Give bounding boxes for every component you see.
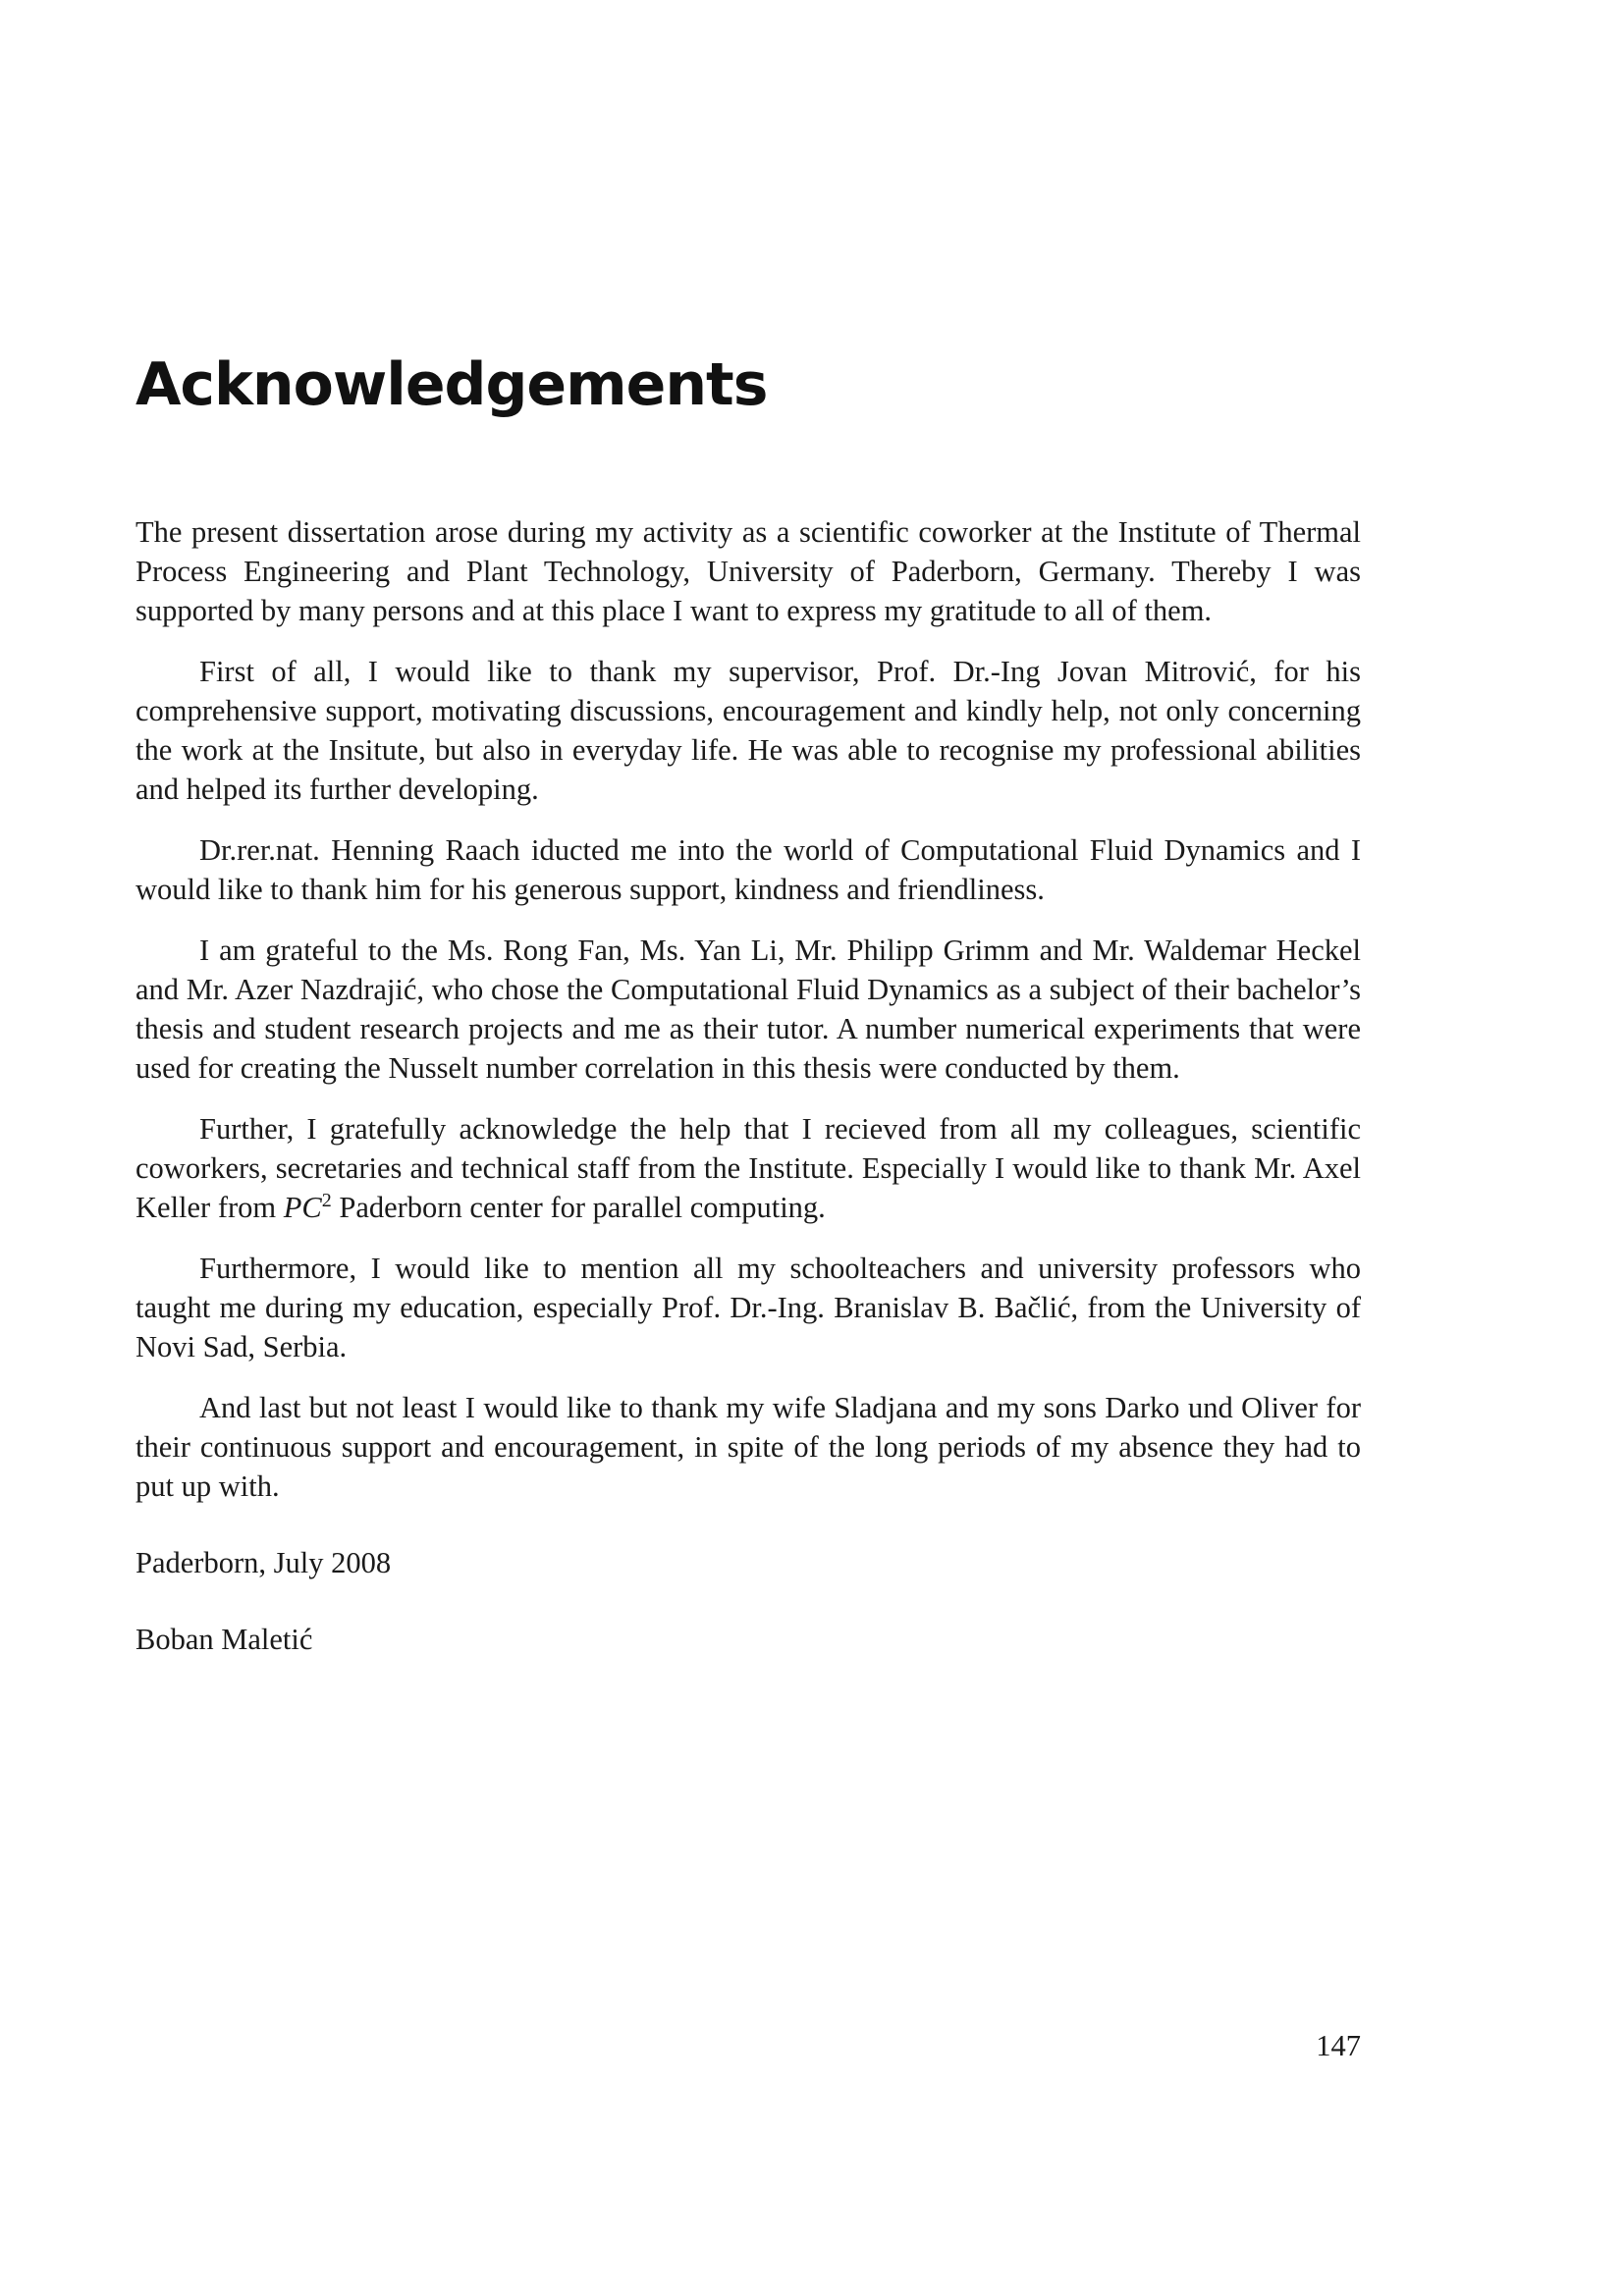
paragraph-colleagues-tail: Paderborn center for parallel computing.: [331, 1191, 826, 1224]
body-text: [135, 512, 1361, 1696]
math-pc-superscript: 2: [321, 1189, 332, 1211]
chapter-title: Acknowledgements: [135, 350, 768, 419]
math-pc-symbol: [284, 1191, 332, 1224]
math-pc-base: PC: [283, 1191, 322, 1224]
closing-place-date: Paderborn, July 2008: [135, 1546, 392, 1579]
closing-author: Boban Maletić: [135, 1623, 313, 1656]
paragraph-intro: The present dissertation arose during my activity as a scientific coworker at the Institute of Thermal Process Engineering and Plant Technology, University of Paderborn, Germany. Thereby I was supported by many persons and at this place I want to express my gratitude to all of them.: [135, 515, 1361, 627]
paragraph-family: And last but not least I would like to thank my wife Sladjana and my sons Darko und Oliver for their continuous support and encouragement, in spite of the long periods of my absence they had to put up with.: [135, 1391, 1361, 1503]
page-number: 147: [1316, 2029, 1361, 2062]
paragraph-students: I am grateful to the Ms. Rong Fan, Ms. Yan Li, Mr. Philipp Grimm and Mr. Waldemar Heckel and Mr. Azer Nazdrajić, who chose the Computational Fluid Dynamics as a subject of their bachelor’s thesis and student research projects and me as their tutor. A number numerical experiments that were used for creating the Nusselt number correlation in this thesis were conducted by them.: [135, 934, 1361, 1085]
paragraph-supervisor: First of all, I would like to thank my supervisor, Prof. Dr.-Ing Jovan Mitrović, for his comprehensive support, motivating discussions, encouragement and kindly help, not only concerning the work at the Insitute, but also in everyday life. He was able to recognise my professional abilities and helped its further developing.: [135, 655, 1361, 806]
paragraph-colleagues-text: Further, I gratefully acknowledge the help that I recieved from all my colleagues, scientific coworkers, secretaries and technical staff from the Institute. Especially I would like to thank Mr. Axel Keller from: [135, 1112, 1361, 1224]
paragraph-raach: Dr.rer.nat. Henning Raach iducted me into the world of Computational Fluid Dynamics and I would like to thank him for his generous support, kindness and friendliness.: [135, 833, 1361, 906]
paragraph-colleagues: [135, 1109, 1361, 1227]
paragraph-teachers: Furthermore, I would like to mention all my schoolteachers and university professors who taught me during my education, especially Prof. Dr.-Ing. Branislav B. Bačlić, from the University of Novi Sad, Serbia.: [135, 1252, 1361, 1363]
